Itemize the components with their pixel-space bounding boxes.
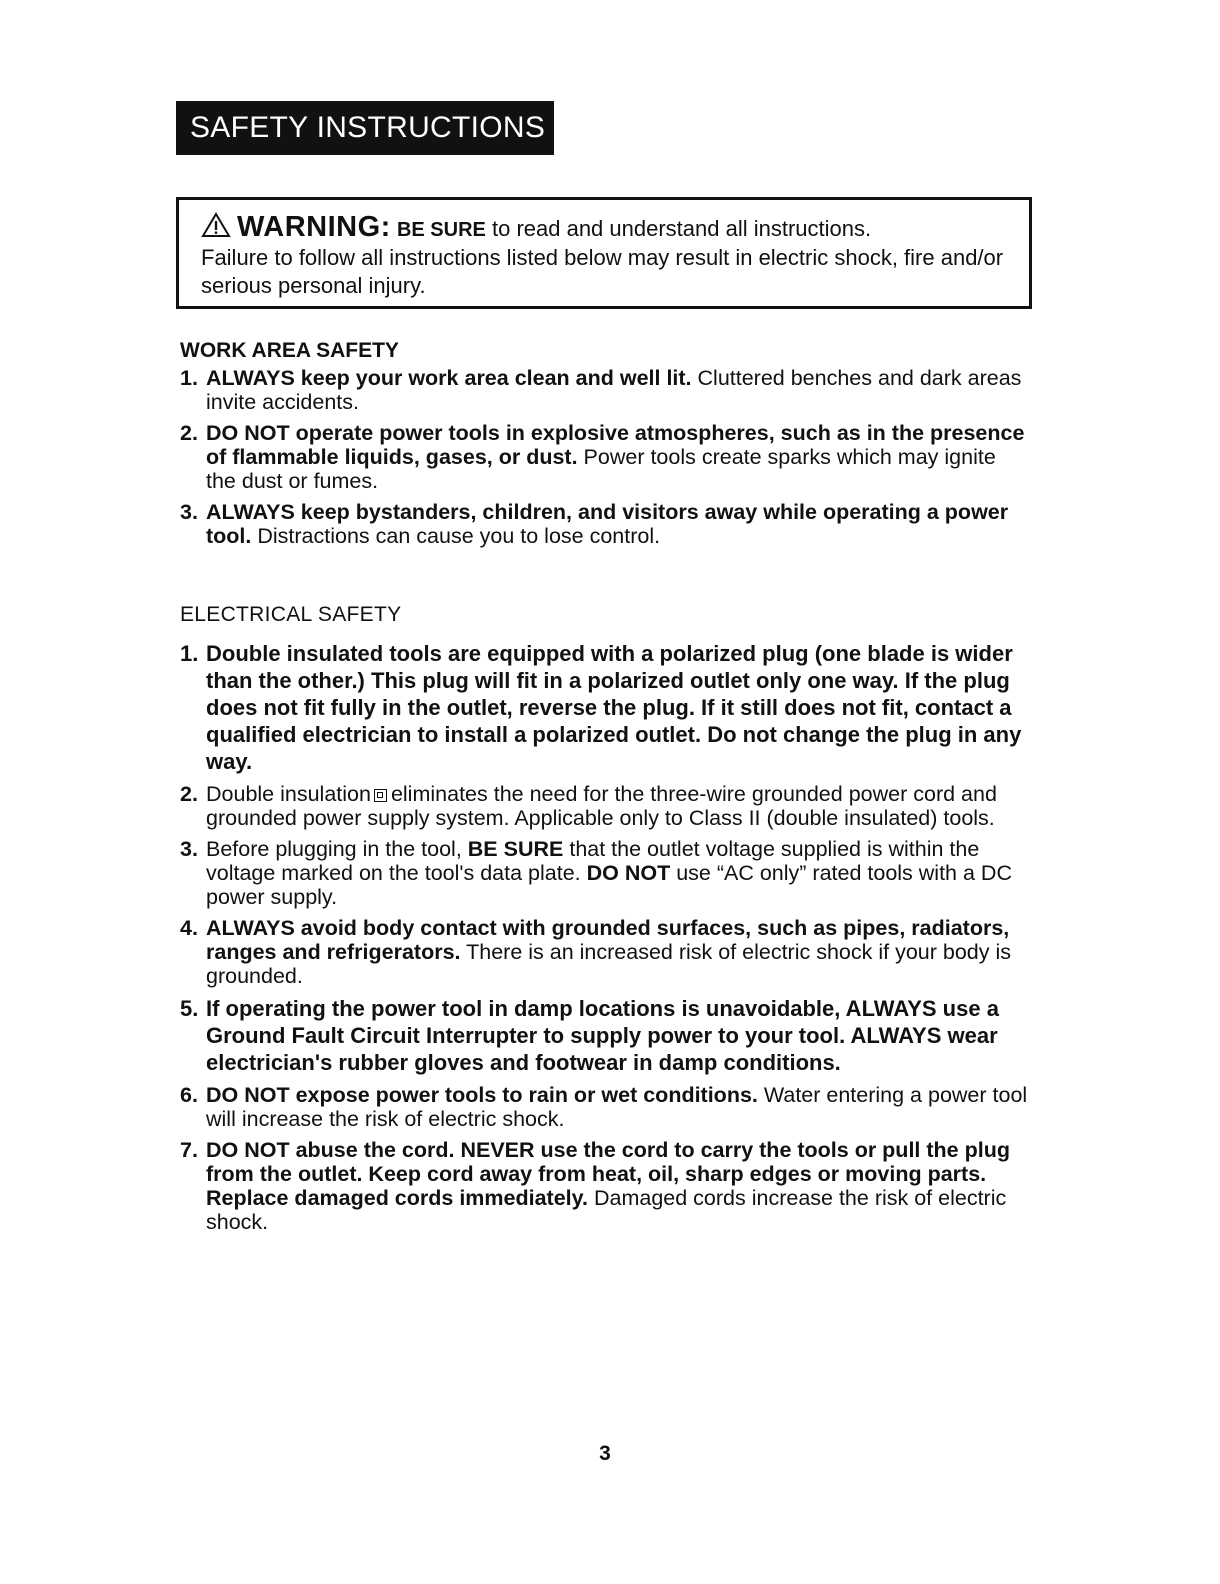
item-text: Damaged cords increase the risk of electric shock. bbox=[206, 1186, 1007, 1234]
item-text: Before plugging in the tool, bbox=[206, 837, 462, 861]
item-bold-text: ALWAYS keep bystanders, children, and visitors away while operating a power tool. bbox=[206, 500, 1009, 548]
double-insulation-icon bbox=[374, 789, 387, 802]
item-number: 1. bbox=[180, 641, 199, 666]
work-area-list bbox=[180, 366, 1030, 548]
list-item bbox=[180, 1138, 1030, 1234]
item-text: There is an increased risk of electric shock if your body is grounded. bbox=[206, 940, 1011, 988]
page-number: 3 bbox=[599, 1442, 611, 1465]
item-bold-text: DO NOT operate power tools in explosive atmospheres, such as in the presence of flammable liquids, gases, or dust. bbox=[206, 421, 1025, 469]
item-number: 7. bbox=[180, 1138, 198, 1162]
item-bold-text: If operating the power tool in damp locations is unavoidable, ALWAYS use a Ground Fault Circuit Interrupter to supply power to your tool. ALWAYS wear electrician's rubber gloves and footwear in damp conditions. bbox=[206, 996, 999, 1075]
item-text: Cluttered benches and dark areas invite accidents. bbox=[206, 366, 1022, 414]
warning-triangle-icon bbox=[201, 212, 231, 238]
list-item bbox=[180, 837, 1030, 909]
list-item bbox=[180, 366, 1030, 414]
list-item bbox=[180, 640, 1030, 775]
warning-label: WARNING: bbox=[237, 211, 391, 243]
work-area-section bbox=[180, 338, 1030, 555]
warning-first-line bbox=[201, 212, 1009, 244]
warning-text-2: Failure to follow all instructions listed below may result in electric shock, fire and/or serious personal injury. bbox=[201, 245, 1004, 298]
item-number: 2. bbox=[180, 421, 198, 445]
item-bold-text: BE SURE bbox=[467, 837, 564, 861]
electrical-heading: ELECTRICAL SAFETY bbox=[180, 603, 402, 626]
item-number: 3. bbox=[180, 500, 198, 524]
item-bold-text: Double insulated tools are equipped with a polarized plug (one blade is wider than the other.) This plug will fit in a polarized outlet only one way. If the plug does not fit fully in the outlet, reverse the plug. If it still does not fit, contact a qualified electrician to install a polarized outlet. Do not change the plug in any way. bbox=[206, 641, 1022, 774]
item-text: Power tools create sparks which may ignite the dust or fumes. bbox=[206, 445, 996, 493]
item-text: Double insulation bbox=[206, 782, 371, 806]
item-text: Water entering a power tool will increase the risk of electric shock. bbox=[206, 1083, 1028, 1131]
item-text: use “AC only” rated tools with a DC power supply. bbox=[206, 861, 1012, 909]
item-bold-text: DO NOT bbox=[586, 861, 671, 885]
electrical-section bbox=[180, 602, 1030, 1241]
warning-emphasis: BE SURE bbox=[396, 219, 486, 241]
item-bold-text: DO NOT expose power tools to rain or wet conditions. bbox=[206, 1083, 758, 1107]
list-item bbox=[180, 995, 1030, 1076]
electrical-list bbox=[180, 640, 1030, 1234]
item-number: 6. bbox=[180, 1083, 198, 1107]
list-item bbox=[180, 421, 1030, 493]
item-number: 5. bbox=[180, 996, 199, 1021]
item-text: eliminates the need for the three-wire grounded power cord and grounded power supply system. Applicable only to Class II (double insulated) tools. bbox=[206, 782, 997, 830]
page-title: SAFETY INSTRUCTIONS bbox=[176, 101, 554, 155]
work-area-heading: WORK AREA SAFETY bbox=[180, 339, 399, 362]
list-item bbox=[180, 782, 1030, 830]
warning-box bbox=[176, 197, 1032, 309]
item-text: Distractions can cause you to lose control. bbox=[257, 524, 661, 548]
item-number: 1. bbox=[180, 366, 198, 390]
item-text: that the outlet voltage supplied is within the voltage marked on the tool's data plate. bbox=[206, 837, 980, 885]
list-item bbox=[180, 1083, 1030, 1131]
list-item bbox=[180, 916, 1030, 988]
item-number: 2. bbox=[180, 782, 198, 806]
warning-text-1: to read and understand all instructions. bbox=[491, 216, 872, 241]
item-bold-text: DO NOT abuse the cord. NEVER use the cord to carry the tools or pull the plug from the outlet. Keep cord away from heat, oil, sharp edges or moving parts. Replace damaged cords immediately. bbox=[206, 1138, 1010, 1210]
item-number: 4. bbox=[180, 916, 198, 940]
item-bold-text: ALWAYS avoid body contact with grounded surfaces, such as pipes, radiators, ranges and refrigerators. bbox=[206, 916, 1010, 964]
item-number: 3. bbox=[180, 837, 198, 861]
item-bold-text: ALWAYS keep your work area clean and well lit. bbox=[206, 366, 692, 390]
list-item bbox=[180, 500, 1030, 548]
